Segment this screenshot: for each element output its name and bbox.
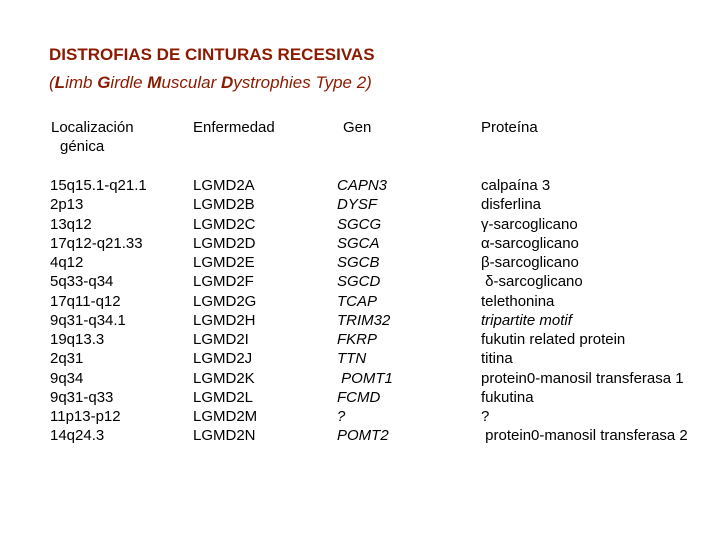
- location-cell: 4q12: [50, 254, 84, 271]
- gene-cell: FKRP: [337, 331, 378, 348]
- location-cell: 14q24.3: [50, 427, 105, 445]
- gene-cell: TRIM32: [337, 311, 391, 329]
- location-cell: 9q31-q33: [50, 388, 114, 406]
- location-cell: 5q33-q34: [50, 273, 114, 291]
- protein-cell: γ-sarcoglicano: [481, 215, 578, 233]
- gene-cell: POMT2: [337, 427, 389, 445]
- disease-cell: LGMD2E: [193, 254, 255, 271]
- gene-cell: ?: [337, 408, 346, 425]
- header-gene: Gen: [343, 119, 372, 136]
- subtitle-word-limb: imb: [65, 73, 98, 92]
- disease-cell: LGMD2M: [193, 408, 258, 425]
- location-cell: 2p13: [50, 196, 84, 214]
- protein-cell: fukutina: [481, 388, 534, 406]
- protein-cell: β-sarcoglicano: [481, 254, 579, 271]
- location-cell: 17q11-q12: [50, 292, 121, 310]
- subtitle-open-paren: (: [49, 73, 55, 92]
- gene-cell: TCAP: [337, 292, 378, 310]
- subtitle-initial-d: D: [220, 73, 234, 92]
- disease-cell: LGMD2G: [193, 292, 257, 310]
- subtitle-initial-g: G: [97, 73, 111, 92]
- protein-cell: protein0-manosil transferasa 2: [481, 427, 688, 445]
- gene-cell: SGCD: [337, 273, 381, 291]
- disease-cell: LGMD2F: [193, 273, 254, 291]
- gene-cell: DYSF: [337, 196, 378, 214]
- protein-cell: titina: [481, 350, 513, 368]
- gene-cell: SGCA: [337, 234, 380, 252]
- location-cell: 19q13.3: [50, 331, 105, 348]
- subtitle-initial-l: L: [54, 73, 66, 92]
- gene-cell: SGCB: [337, 254, 380, 271]
- header-location-line1: Localización: [51, 119, 134, 136]
- protein-cell: tripartite motif: [481, 311, 572, 329]
- subtitle-initial-m: M: [147, 73, 162, 92]
- gene-cell: POMT1: [337, 369, 393, 387]
- protein-cell: telethonina: [481, 292, 555, 310]
- protein-cell: protein0-manosil transferasa 1: [481, 369, 684, 387]
- disease-column: [193, 176, 257, 446]
- location-cell: 11p13-p12: [50, 408, 121, 425]
- header-location: [51, 118, 134, 156]
- gene-cell: SGCG: [337, 215, 382, 233]
- protein-cell: disferlina: [481, 196, 542, 214]
- disease-cell: LGMD2C: [193, 215, 256, 233]
- subtitle-word-muscular: uscular: [161, 73, 221, 92]
- subtitle-word-girdle: irdle: [110, 73, 148, 92]
- disease-cell: LGMD2N: [193, 427, 256, 445]
- disease-cell: LGMD2D: [193, 234, 256, 252]
- slide-subtitle: [49, 72, 372, 94]
- gene-cell: TTN: [337, 350, 367, 368]
- header-protein: Proteína: [481, 119, 538, 136]
- gene-cell: CAPN3: [337, 177, 388, 194]
- location-cell: 9q31-q34.1: [50, 311, 126, 329]
- slide-title: DISTROFIAS DE CINTURAS RECESIVAS: [49, 45, 375, 64]
- location-cell: 15q15.1-q21.1: [50, 177, 147, 194]
- disease-cell: LGMD2H: [193, 311, 256, 329]
- header-location-line2: génica: [60, 138, 105, 155]
- disease-cell: LGMD2L: [193, 388, 254, 406]
- location-cell: 13q12: [50, 215, 92, 233]
- disease-cell: LGMD2I: [193, 331, 249, 348]
- disease-cell: LGMD2K: [193, 369, 255, 387]
- protein-column: [481, 176, 688, 446]
- subtitle-word-dystrophies: ystrophies Type 2): [233, 73, 372, 92]
- protein-cell: ?: [481, 408, 490, 425]
- protein-cell: calpaína 3: [481, 177, 551, 194]
- location-cell: 17q12-q21.33: [50, 234, 143, 252]
- disease-cell: LGMD2J: [193, 350, 253, 368]
- protein-cell: α-sarcoglicano: [481, 234, 579, 252]
- disease-cell: LGMD2A: [193, 177, 255, 194]
- gene-column: [337, 176, 393, 446]
- protein-cell: fukutin related protein: [481, 331, 626, 348]
- disease-cell: LGMD2B: [193, 196, 255, 214]
- protein-cell: δ-sarcoglicano: [481, 273, 583, 291]
- location-cell: 9q34: [50, 369, 84, 387]
- location-cell: 2q31: [50, 350, 84, 368]
- header-disease: Enfermedad: [193, 119, 275, 136]
- location-column: [50, 176, 147, 446]
- gene-cell: FCMD: [337, 388, 381, 406]
